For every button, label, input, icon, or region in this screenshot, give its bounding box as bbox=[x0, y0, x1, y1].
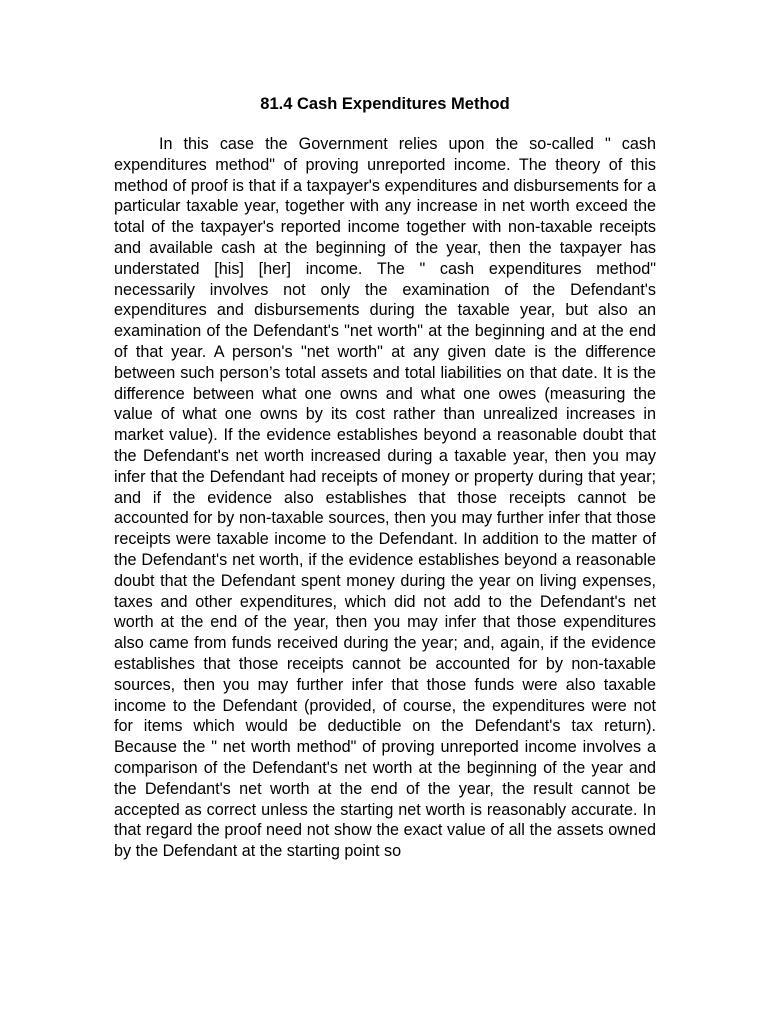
document-page bbox=[114, 94, 656, 862]
body-paragraph: In this case the Government relies upon the so-called " cash expenditures method" of proving unreported income. The theory of this method of proof is that if a taxpayer's expenditures and disbursements for a particular taxable year, together with any increase in net worth exceed the total of the taxpayer's reported income together with non-taxable receipts and available cash at the beginning of the year, then the taxpayer has understated [his] [her] income. The " cash expenditures method" necessarily involves not only the examination of the Defendant's expenditures and disbursements during the taxable year, but also an examination of the Defendant's "net worth" at the beginning and at the end of that year. A person's "net worth" at any given date is the difference between such person’s total assets and total liabilities on that date. It is the difference between what one owns and what one owes (measuring the value of what one owns by its cost rather than unrealized increases in market value). If the evidence establishes beyond a reasonable doubt that the Defendant's net worth increased during a taxable year, then you may infer that the Defendant had receipts of money or property during that year; and if the evidence also establishes that those receipts cannot be accounted for by non-taxable sources, then you may further infer that those receipts were taxable income to the Defendant. In addition to the matter of the Defendant's net worth, if the evidence establishes beyond a reasonable doubt that the Defendant spent money during the year on living expenses, taxes and other expenditures, which did not add to the Defendant's net worth at the end of the year, then you may infer that those expenditures also came from funds received during the year; and, again, if the evidence establishes that those receipts cannot be accounted for by non-taxable sources, then you may further infer that those funds were also taxable income to the Defendant (provided, of course, the expenditures were not for items which would be deductible on the Defendant's tax return). Because the " net worth method" of proving unreported income involves a comparison of the Defendant's net worth at the beginning of the year and the Defendant's net worth at the end of the year, the result cannot be accepted as correct unless the starting net worth is reasonably accurate. In that regard the proof need not show the exact value of all the assets owned by the Defendant at the starting point so bbox=[114, 135, 656, 861]
document-title: 81.4 Cash Expenditures Method bbox=[260, 95, 510, 113]
